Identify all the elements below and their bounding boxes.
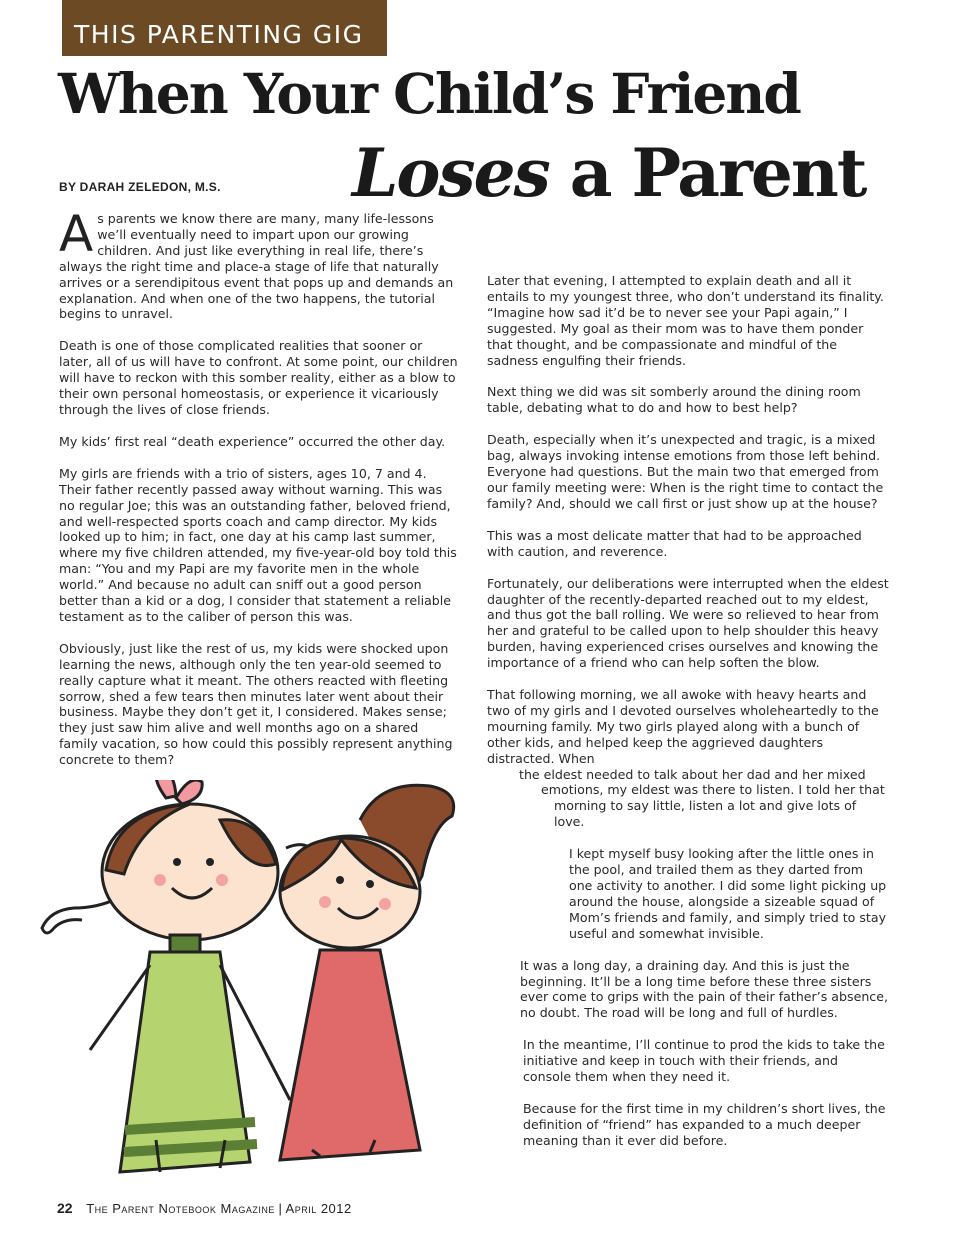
left-girl (42, 780, 317, 1172)
title-rest: a Parent (548, 134, 866, 212)
bow-icon (156, 780, 176, 798)
section-banner (62, 0, 387, 56)
section-label: THIS PARENTING GIG (74, 20, 364, 49)
article-column-left (59, 205, 459, 784)
paragraph: My girls are friends with a trio of sisters, ages 10, 7 and 4. Their father recently passed away without warning. This was no regular Joe; this was an outstanding father, beloved friend, and well-respected sports coach and camp director. My kids looked up to him; in fact, one day at his camp last summer, where my five children attended, my five-year-old boy told this man: “You and my Papi are my favorite men in the whole world.” And because no adult can sniff out a good person better than a kid or a dog, I consider that statement a reliable testament as to the caliber of person this was. (59, 465, 457, 624)
right-girl (280, 785, 454, 1160)
paragraph: It was a long day, a draining day. And this is just the beginning. It’ll be a long time before these three sisters ever come to grips with the pain of their father’s absence, no doubt. The road will be long and full of hurdles. (520, 957, 888, 1021)
paragraph: Fortunately, our deliberations were interrupted when the eldest daughter of the recently-departed reached out to my eldest, and thus got the ball rolling. We were so relieved to hear from her and grateful to be called upon to help shoulder this heavy burden, having experienced crises ourselves and knowing the importance of a friend who can help soften the blow. (487, 575, 889, 671)
byline: BY DARAH ZELEDON, M.S. (59, 180, 221, 194)
paragraph: Obviously, just like the rest of us, my kids were shocked upon learning the news, although only the ten year-old seemed to really capture what it meant. The others reacted with fleeting sorrow, shed a few tears then minutes later went about their business. Maybe they don’t get it, I considered. Makes sense; they just saw him alive and well months ago on a shared family vacation, so how could this possibly represent anything concrete to them? (59, 640, 453, 768)
two-girls-illustration (20, 780, 500, 1180)
paragraph: Later that evening, I attempted to explain death and all it entails to my youngest three, who don’t understand its finality. “Imagine how sad it’d be to never see your Papi again,” I suggested. My goal as their mom was to have them ponder that thought, and be compassionate and mindful of the sadness engulfing their friends. (487, 273, 884, 368)
paragraph: I kept myself busy looking after the little ones in the pool, and trailed them as they darted from one activity to another. I did some light picking up around the house, alongside a sizeable squad of Mom’s friends and family, and simply tried to stay useful and somewhat invisible. (569, 846, 887, 941)
left-girl-face (102, 804, 278, 940)
magazine-name: The Parent Notebook Magazine (86, 1201, 275, 1216)
title-line-1: When Your Child’s Friend (58, 61, 800, 126)
paragraph: This was a most delicate matter that had to be approached with caution, and reverence. (487, 527, 862, 559)
issue-date: April 2012 (285, 1201, 352, 1216)
page-footer (57, 1200, 352, 1216)
footer-separator: | (278, 1201, 282, 1216)
paragraph: My kids’ first real “death experience” occurred the other day. (59, 433, 446, 449)
pink-dress (280, 950, 420, 1160)
paragraph: Because for the first time in my children’s short lives, the definition of “friend” has expanded to a much deeper meaning than it ever did before. (523, 1100, 886, 1148)
paragraph: Death, especially when it’s unexpected and tragic, is a mixed bag, always invoking intense emotions from those left behind. Everyone had questions. But the main two that emerged from our family meeting were: When is the right time to contact the family? And, should we call first or just show up at the house? (487, 432, 884, 511)
paragraph: Next thing we did was sit somberly around the dining room table, debating what to do and how to best help? (487, 384, 861, 416)
paragraph: That following morning, we all awoke with heavy hearts and two of my girls and I devoted ourselves wholeheartedly to the mourning family. My two girls played along with a bunch of other kids, and helped keep the aggrieved daughters distracted. When the eldest needed to talk about her dad and her mixed emotions, my eldest was there to listen. I told her that morning to say little, listen a lot and give lots of love. (487, 687, 885, 830)
paragraph: In the meantime, I’ll continue to prod the kids to take the initiative and keep in touch with their friends, and console them when they need it. (523, 1037, 885, 1085)
paragraph: As parents we know there are many, many life-lessons we’ll eventually need to impart upon our growing children. And just like everything in real life, there’s always the right time and place-a stage of life that naturally arrives or a serendipitous event that pops up and demands an explanation. And when one of the two happens, the tutorial begins to unravel. (59, 205, 454, 322)
title-italic-word: Loses (352, 134, 549, 212)
article-column-right (487, 273, 889, 1165)
drop-cap: A (59, 205, 94, 263)
page-number: 22 (57, 1200, 73, 1216)
paragraph: Death is one of those complicated realities that sooner or later, all of us will have to confront. At some point, our children will have to reckon with this somber reality, either as a blow to their own personal homeostasis, or experience it vicariously through the lives of close friends. (59, 338, 458, 417)
title-line-2 (352, 134, 866, 212)
